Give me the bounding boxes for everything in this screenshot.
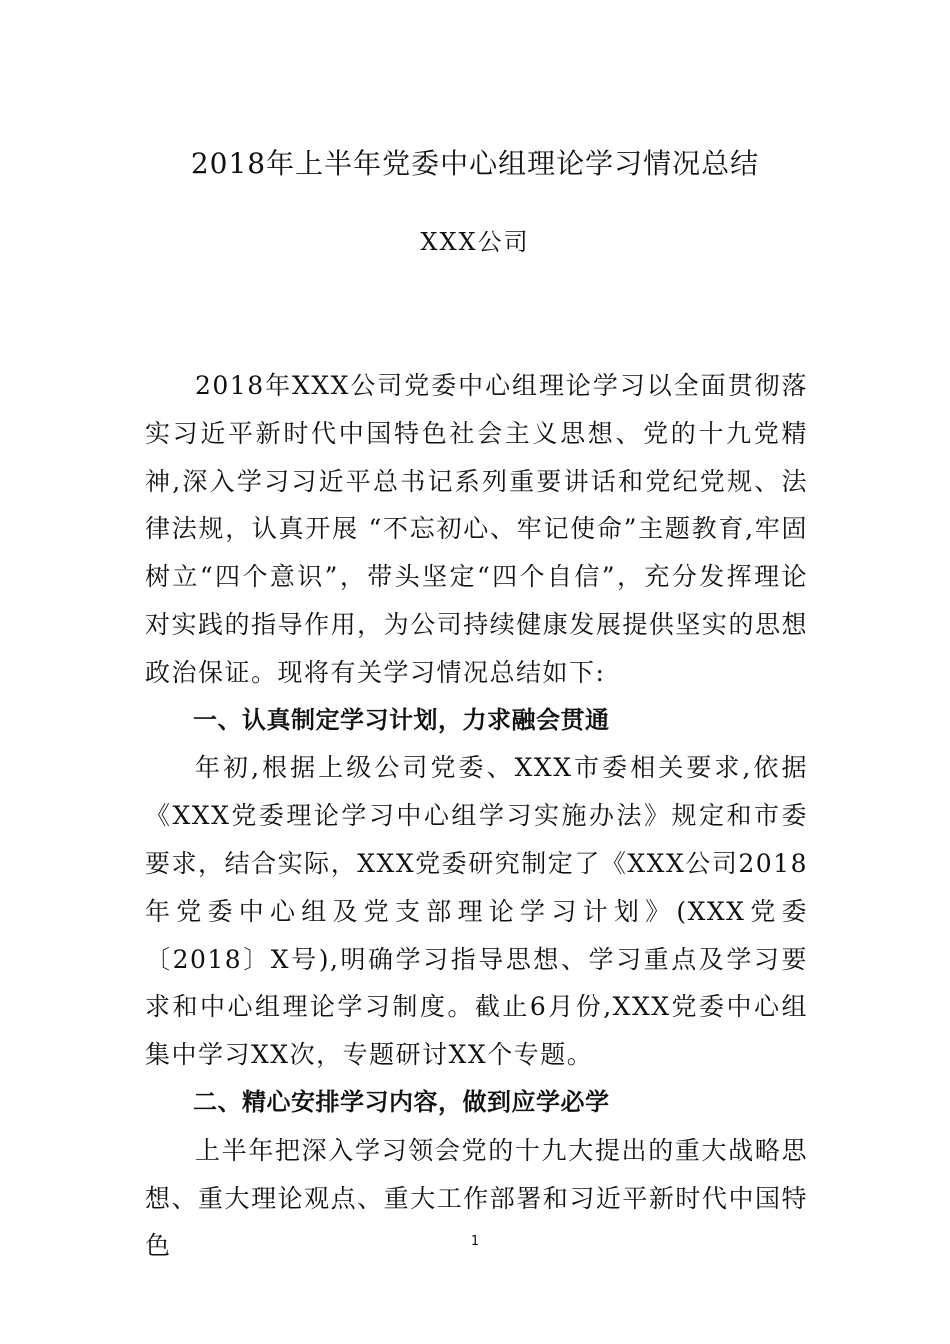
section-1-paragraph: 年初,根据上级公司党委、XXX市委相关要求,依据《XXX党委理论学习中心组学习实施办法》规定和市委要求，结合实际，XXX党委研究制定了《XXX公司2018年党委中心组及党支部理论学习计划》(XXX党委〔2018〕X号),明确学习指导思想、学习重点及学习要求和中心组理论学习制度。截止6月份,XXX党委中心组集中学习XX次，专题研讨XX个专题。 bbox=[145, 753, 808, 1070]
document-author: XXX公司 bbox=[420, 228, 530, 256]
document-body bbox=[145, 362, 808, 1270]
page-number: 1 bbox=[470, 1234, 480, 1249]
section-heading-2: 二、精心安排学习内容，做到应学必学 bbox=[193, 1087, 610, 1116]
document-title: 2018年上半年党委中心组理论学习情况总结 bbox=[190, 147, 760, 180]
intro-paragraph: 2018年XXX公司党委中心组理论学习以全面贯彻落实习近平新时代中国特色社会主义思想、党的十九党精神,深入学习习近平总书记系列重要讲话和党纪党规、法律法规，认真开展 “不忘初心、牢记使命”主题教育,牢固树立“四个意识”，带头坚定“四个自信”，充分发挥理论对实践的指导作用，为公司持续健康发展提供坚实的思想政治保证。现将有关学习情况总结如下: bbox=[145, 371, 808, 687]
section-2-paragraph: 上半年把深入学习领会党的十九大提出的重大战略思想、重大理论观点、重大工作部署和习近平新时代中国特色 bbox=[145, 1135, 808, 1261]
section-heading-1: 一、认真制定学习计划，力求融会贯通 bbox=[193, 705, 610, 734]
